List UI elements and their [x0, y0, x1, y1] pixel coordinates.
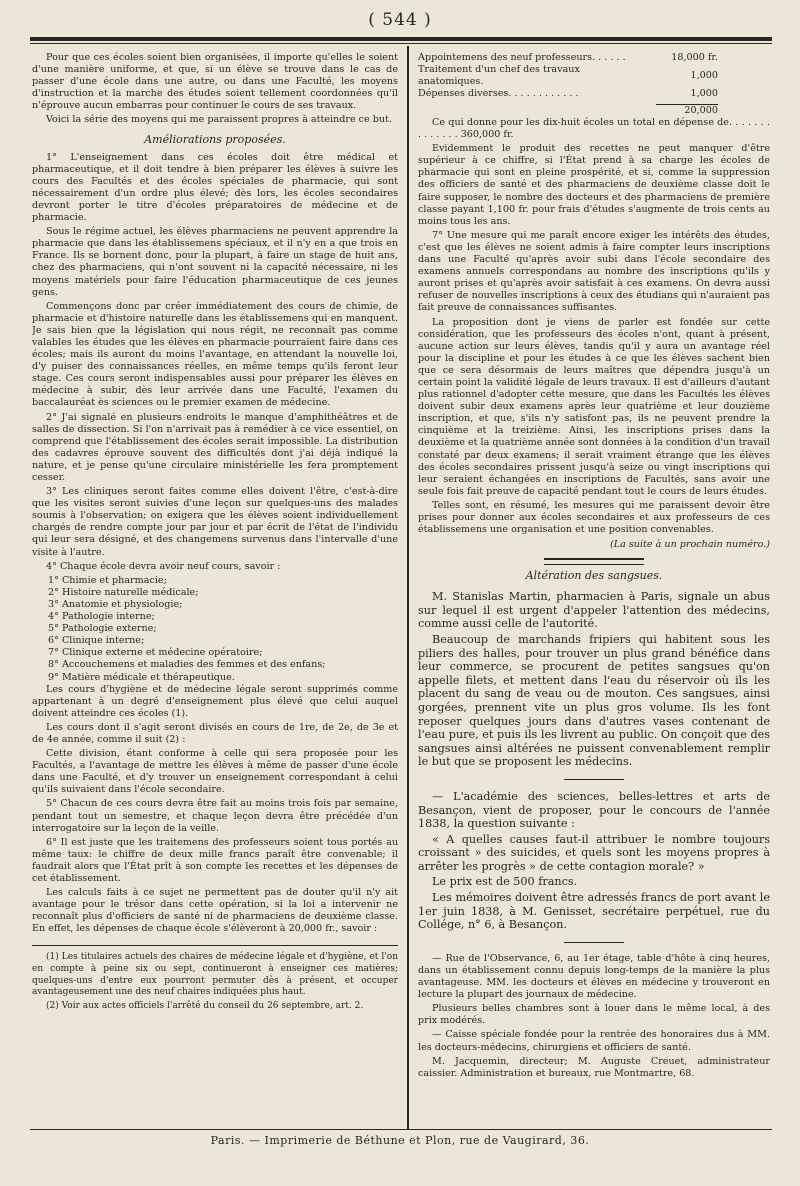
paragraph: 2° J'ai signalé en plusieurs endroits le manque d'amphithéâtres et de salles de dissection. Si l'on n'arrivait pas à remédier à ce vice essentiel, on comprend que l'établissement des écoles serait impossible. La distribution des cadavres éprouve souvent des difficultés dont j'ai déjà indiqué la nature, et je pense qu'une circulaire ministérielle les fera promptement cesser.: [32, 411, 398, 483]
list-item: 7° Clinique externe et médecine opératoire;: [48, 647, 263, 659]
bottom-rule: [30, 1129, 772, 1130]
section-heading: Altération des sangsues.: [525, 569, 663, 583]
separator-rule: [564, 942, 624, 943]
separator-rule: [564, 779, 624, 780]
section-heading: Améliorations proposées.: [144, 132, 286, 146]
paragraph: Voici la série des moyens qui me paraissent propres à atteindre ce but.: [46, 114, 393, 126]
paragraph: Plusieurs belles chambres sont à louer dans le même local, à des prix modérés.: [418, 1003, 770, 1027]
list-item: 4° Pathologie interne;: [48, 611, 155, 623]
page-number: ( 544 ): [368, 10, 432, 30]
paragraph: Les mémoires doivent être adressés francs de port avant le 1er juin 1838, à M. Genisset, secrétaire perpétuel, rue du Collége, n° 6, à Besançon.: [418, 891, 770, 932]
printer-footer: Paris. — Imprimerie de Béthune et Plon, rue de Vaugirard, 36.: [210, 1134, 590, 1147]
paragraph: 3° Les cliniques seront faites comme elles doivent l'être, c'est-à-dire que les visites seront suivies d'une leçon sur quelques-uns des malades soumis à l'observation; on exigera que les élèves soient individuellement chargés de rendre compte jour par jour et par écrit de l'état de l'individu qui leur sera désigné, et des changemens survenus dans l'intervalle d'une visite à l'autre.: [32, 486, 398, 558]
paragraph: Les cours d'hygiène et de médecine légale seront supprimés comme appartenant à un degré d'enseignement plus élevé que celui auquel doivent atteindre ces écoles (1).: [32, 683, 398, 719]
table-row: [418, 88, 718, 100]
budget-label: Traitement d'un chef des travaux anatomiques.: [418, 64, 580, 87]
paragraph: M. Stanislas Martin, pharmacien à Paris, signale un abus sur lequel il est urgent d'appeler l'attention des médecins, comme aussi celle de l'autorité.: [418, 590, 770, 631]
paragraph: « A quelles causes faut-il attribuer le nombre toujours croissant » des suicides, et quels sont les moyens propres à arrêter les progrès » de cette contagion morale? »: [418, 832, 770, 873]
right-column: [418, 52, 770, 1127]
paragraph: Telles sont, en résumé, les mesures qui me paraissent devoir être prises pour donner aux écoles secondaires et aux professeurs de ces établissemens une organisation et une position convenables.: [418, 499, 770, 536]
list-item: 5° Pathologie externe;: [48, 623, 157, 635]
paragraph: — L'académie des sciences, belles-lettres et arts de Besançon, vient de proposer, pour le concours de l'année 1838, la question suivante :: [418, 789, 770, 831]
paragraph: Commençons donc par créer immédiatement des cours de chimie, de pharmacie et d'histoire naturelle dans les établissemens qui en manquent. Je sais bien que la législation qui nous régit, ne reconnaît pas comme valables les études que les élèves en pharmacie pourraient faire dans ces écoles; mais ils auront du moins l'avantage, en attendant la nouvelle loi, d'y puiser des connaissances réelles, en même temps qu'ils feront leur stage. Ces cours seront indispensables aussi pour préparer les élèves en médecine à subir, dès leur arrivée dans une Faculté, l'examen du baccalauréat ès sciences ou le premier examen de médecine.: [32, 300, 398, 409]
footnotes: [32, 952, 398, 1012]
table-row: [418, 64, 718, 88]
footnote: (1) Les titulaires actuels des chaires de médecine légale et d'hygiène, et l'on en compte à peine six ou sept, continueront à enseigner ces matières; quelques-uns d'entre eux pourront permuter dès à présent, et occuper avantageusement une des neuf chaires indiquées plus haut.: [32, 952, 398, 998]
left-column: [32, 52, 398, 1127]
list-item: 2° Histoire naturelle médicale;: [48, 586, 199, 598]
column-divider: [407, 46, 409, 1129]
footnote: (2) Voir aux actes officiels l'arrêté du conseil du 26 septembre, art. 2.: [46, 1000, 364, 1011]
paragraph: Beaucoup de marchands fripiers qui habitent sous les piliers des halles, pour trouver un plus grand bénéfice dans leur commerce, se procurent de petites sangsues qu'on appelle filets, et mettent dans l'eau du réservoir où ils les placent du sang de veau ou de mouton. Ces sangsues, ainsi gorgées, prennent vite un plus gros volume. Ils les font reposer quelques jours dans d'autres vases contenant de l'eau pure, et puis ils les livrent au public. On conçoit que des sangsues ainsi altérées ne puissent convenablement remplir le but que se proposent les médecins.: [418, 632, 770, 769]
top-rule-thin: [30, 43, 772, 44]
paragraph: Evidemment le produit des recettes ne peut manquer d'être supérieur à ce chiffre, si l'État prend à sa charge les écoles de pharmacie qui sont en pleine prospérité, et si, comme la suppression des officiers de santé et des pharmaciens de deuxième classe doit le faire supposer, le nombre des docteurs et des pharmaciens de première classe payant 1,100 fr. pour frais d'études s'augmente de trois cents au moins tous les ans.: [418, 143, 770, 227]
article-sangsues: [418, 590, 770, 769]
paragraph: Cette division, étant conforme à celle qui sera proposée pour les Facultés, a l'avantage de mettre les élèves à même de passer d'une école dans une Faculté, et d'y trouver un enseignement correspondant à celui qu'ils suivaient dans l'école secondaire.: [32, 748, 398, 796]
budget-total: 20,000: [684, 105, 718, 116]
paragraph: 7° Une mesure qui me paraît encore exiger les intérêts des études, c'est que les élèves ne soient admis à faire compter leurs inscriptions dans une Faculté qu'après avoir subi dans l'école secondaire des examens annuels correspondans au nombre des inscriptions qu'ils y auront prises et qu'après avoir satisfait à ces examens. On devra aussi refuser de nouvelles inscriptions à ceux des étudians qui n'auraient pas fait preuve de connaissances suffisantes.: [418, 229, 770, 314]
paragraph: 4° Chaque école devra avoir neuf cours, savoir :: [46, 560, 281, 572]
budget-label: Dépenses diverses. . . . . . . . . . . .: [418, 88, 579, 99]
paragraph: 6° Il est juste que les traitemens des professeurs soient tous portés au même taux: le chiffre de deux mille francs paraît être convenable; il faudrait alors que l'État prît à son compte les recettes et les dépenses de cet établissement.: [32, 836, 398, 884]
paragraph: Sous le régime actuel, les élèves pharmaciens ne peuvent apprendre la pharmacie que dans les établissemens spéciaux, et il n'y en a que trois en France. Ils se bornent donc, pour la plupart, à faire un stage de huit ans, chez des pharmaciens, qui n'ont souvent ni la capacité nécessaire, ni les moyens matériels pour faire l'éducation pharmaceutique de ces jeunes gens.: [32, 226, 398, 298]
paragraph: — Caisse spéciale fondée pour la rentrée des honoraires dus à MM. les docteurs-médecins, chirurgiens et officiers de santé.: [418, 1029, 770, 1053]
budget-label: Appointemens des neuf professeurs. . . . . .: [418, 52, 626, 63]
course-list: [32, 575, 398, 684]
section-ornament: [544, 558, 644, 565]
paragraph: M. Jacquemin, directeur; M. Auguste Creuet, administrateur caissier. Administration et bureaux, rue Montmartre, 68.: [418, 1055, 770, 1079]
budget-amount: 1,000: [690, 70, 718, 81]
article-academie: [418, 790, 770, 932]
list-item: 3° Anatomie et physiologie;: [48, 598, 183, 610]
list-item: 1° Chimie et pharmacie;: [48, 574, 167, 586]
paragraph: Le prix est de 500 francs.: [432, 875, 578, 889]
list-item: 8° Accouchemens et maladies des femmes et des enfans;: [48, 659, 326, 671]
footnote-rule: [32, 945, 398, 946]
paragraph: 5° Chacun de ces cours devra être fait au moins trois fois par semaine, pendant tout un semestre, et chaque leçon devra être précédée d'un interrogatoire sur la leçon de la veille.: [32, 798, 398, 834]
paragraph: — Rue de l'Observance, 6, au 1er étage, table d'hôte à cinq heures, dans un établissement connu depuis long-temps de la manière la plus avantageuse. MM. les docteurs et élèves en médecine y trouveront en lecture la plupart des journaux de médecine.: [418, 952, 770, 1001]
paragraph: Ce qui donne pour les dix-huit écoles un total en dépense de. . . . . . . . . . . . . . 360,000 fr.: [418, 117, 770, 141]
paragraph: 1° L'enseignement dans ces écoles doit être médical et pharmaceutique, et il doit tendre à bien préparer les élèves à suivre les cours des Facultés et des écoles spéciales de pharmacie, qui sont nécessairement d'un ordre plus élevé; dès lors, les écoles secondaires devront porter le titre d'écoles préparatoires de médecine et de pharmacie.: [32, 151, 398, 224]
table-row: [418, 52, 718, 64]
budget-amount: 18,000 fr.: [671, 52, 718, 63]
paragraph: Pour que ces écoles soient bien organisées, il importe qu'elles le soient d'une manière uniforme, et que, si un élève se trouve dans le cas de passer d'une école dans une autre, ou dans une Faculté, les moyens d'instruction et la marche des études soient tellement coordonnées qu'il n'éprouve aucun embarras pour continuer le cours de ses travaux.: [32, 52, 398, 112]
list-item: 6° Clinique interne;: [48, 635, 145, 647]
budget-table: [418, 52, 718, 100]
paragraph: Les calculs faits à ce sujet ne permettent pas de douter qu'il n'y ait avantage pour le trésor dans cette opération, si la loi a intervenir ne reconnaît plus d'officiers de santé ni de pharmaciens de deuxième classe. En effet, les dépenses de chaque école s'élèveront à 20,000 fr., savoir :: [32, 887, 398, 935]
paragraph: Les cours dont il s'agit seront divisés en cours de 1re, de 2e, de 3e et de 4e année, comme il suit (2) :: [32, 721, 398, 745]
list-item: 9° Matière médicale et thérapeutique.: [48, 671, 235, 683]
paragraph: La proposition dont je viens de parler est fondée sur cette considération, que les professeurs des écoles n'ont, quant à présent, aucune action sur leurs élèves, tandis qu'il y aura un avantage réel pour la discipline et pour les études à ce que les élèves sachent bien que ce sera désormais de leurs maîtres que dépendra jusqu'à un certain point la validité légale de leurs travaux. Il est d'ailleurs d'autant plus rationnel d'adopter cette mesure, que dans les Facultés les élèves doivent subir deux examens après leur quatrième et leur douzième inscription, et que, s'ils n'y satisfont pas, ils ne peuvent prendre la cinquième et la treizième. Ainsi, les inscriptions prises dans la deuxième et la quatrième année sont données à la condition d'un travail constaté par deux examens; il serait vraiment étrange que les élèves des écoles secondaires prissent jusqu'à seize ou vingt inscriptions qui leur seraient échangées en inscriptions de Facultés, sans avoir une seule fois fait preuve de capacité pendant tout le cours de leurs études.: [418, 316, 770, 497]
continuation-note: (La suite à un prochain numéro.): [609, 539, 770, 551]
budget-amount: 1,000: [690, 88, 718, 99]
top-rule: [30, 37, 772, 41]
